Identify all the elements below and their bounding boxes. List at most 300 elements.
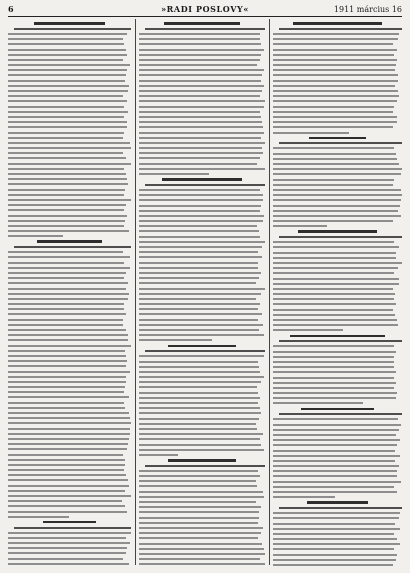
text-line [139, 392, 258, 394]
text-line [273, 491, 397, 493]
text-line [139, 126, 263, 128]
text-line [8, 293, 129, 295]
text-line [8, 558, 123, 560]
text-line [139, 480, 256, 482]
text-line [8, 511, 127, 513]
text-line [8, 469, 124, 471]
text-line [273, 314, 395, 316]
text-line [139, 517, 259, 519]
text-line [273, 147, 394, 149]
text-line [273, 486, 394, 488]
text-line [8, 433, 130, 435]
text-line [139, 152, 263, 154]
text-line [139, 386, 257, 388]
text-line [8, 168, 124, 170]
text-line [139, 54, 261, 56]
text-line [14, 527, 131, 529]
text-line [8, 339, 128, 341]
text-line [139, 412, 261, 414]
text-line [8, 272, 126, 274]
text-line [139, 69, 264, 71]
text-line [139, 454, 178, 456]
text-line [8, 485, 129, 487]
text-line [8, 412, 129, 414]
text-line [139, 366, 259, 368]
text-line [273, 528, 400, 530]
text-line [139, 381, 261, 383]
text-line [139, 111, 260, 113]
text-line [139, 215, 264, 217]
text-line [273, 543, 400, 545]
text-line [8, 386, 125, 388]
text-line [139, 132, 264, 134]
text-line [273, 429, 399, 431]
text-line [279, 142, 402, 144]
text-line [273, 90, 398, 92]
text-line [8, 189, 125, 191]
text-line [139, 501, 256, 503]
text-line [139, 199, 263, 201]
text-line [8, 422, 131, 424]
text-line [139, 236, 260, 238]
text-line [273, 257, 396, 259]
text-line [8, 43, 124, 45]
text-line [8, 183, 128, 185]
text-line [273, 283, 399, 285]
text-line [8, 505, 125, 507]
text-line [273, 168, 402, 170]
text-line [8, 552, 126, 554]
page-date: 1911 március 16 [333, 5, 402, 14]
text-line [139, 423, 256, 425]
text-line [145, 184, 265, 186]
text-line [273, 210, 398, 212]
text-line [8, 282, 128, 284]
text-line [8, 500, 122, 502]
text-line [139, 64, 257, 66]
text-line [273, 356, 394, 358]
text-line [8, 230, 129, 232]
text-line [8, 360, 127, 362]
text-line [14, 246, 131, 248]
text-line [273, 121, 397, 123]
text-line [8, 288, 126, 290]
text-line [273, 205, 400, 207]
text-line [273, 392, 397, 394]
text-line [8, 448, 127, 450]
text-line [139, 85, 264, 87]
text-line [139, 313, 262, 315]
text-line [8, 90, 128, 92]
text-line [8, 365, 126, 367]
text-line [8, 147, 131, 149]
text-line [273, 189, 401, 191]
text-line [139, 230, 259, 232]
text-line [139, 43, 261, 45]
text-line [8, 209, 124, 211]
text-line [8, 277, 124, 279]
text-line [8, 74, 126, 76]
text-line [273, 496, 335, 498]
text-line [168, 345, 236, 347]
text-line [273, 455, 400, 457]
text-line [8, 111, 128, 113]
text-line [298, 230, 377, 232]
text-line [8, 173, 126, 175]
text-line [8, 454, 123, 456]
text-line [8, 547, 127, 549]
page-number: 6 [8, 4, 14, 14]
text-line [8, 417, 130, 419]
text-line [139, 397, 260, 399]
text-line [273, 158, 397, 160]
text-line [43, 521, 96, 523]
text-line [273, 418, 398, 420]
text-line [273, 59, 397, 61]
text-line [8, 220, 125, 222]
text-line [8, 132, 124, 134]
text-line [8, 49, 126, 51]
text-line [139, 90, 262, 92]
text-line [8, 371, 130, 373]
text-line [139, 428, 257, 430]
text-line [14, 28, 131, 30]
text-line [273, 424, 401, 426]
text-line [8, 428, 130, 430]
text-line [8, 459, 125, 461]
text-line [273, 116, 397, 118]
text-line [139, 361, 258, 363]
text-line [273, 220, 393, 222]
text-line [273, 132, 349, 134]
text-line [139, 376, 264, 378]
text-line [273, 309, 393, 311]
text-line [273, 95, 399, 97]
text-line [139, 220, 263, 222]
text-line [139, 558, 260, 560]
text-line [139, 59, 260, 61]
text-line [139, 444, 261, 446]
text-line [8, 402, 124, 404]
text-line [139, 142, 265, 144]
text-line [139, 298, 256, 300]
text-line [8, 256, 130, 258]
text-line [139, 563, 265, 565]
text-line [273, 69, 395, 71]
text-line [273, 54, 394, 56]
text-line [273, 481, 401, 483]
text-line [139, 511, 259, 513]
text-line [279, 340, 402, 342]
text-line [8, 537, 126, 539]
text-line [139, 553, 265, 555]
text-line [8, 204, 126, 206]
text-line [139, 293, 261, 295]
text-line [139, 121, 262, 123]
text-line [8, 235, 63, 237]
text-line [273, 351, 396, 353]
text-line [8, 443, 128, 445]
text-line [139, 163, 257, 165]
text-line [139, 438, 260, 440]
text-line [139, 527, 263, 529]
text-line [145, 28, 265, 30]
text-line [8, 199, 131, 201]
text-line [139, 272, 261, 274]
text-line [279, 28, 402, 30]
text-line [279, 413, 402, 415]
text-line [273, 538, 397, 540]
text-column-middle [139, 19, 265, 567]
text-line [139, 308, 258, 310]
text-line [273, 434, 396, 436]
text-line [8, 381, 126, 383]
text-line [273, 397, 396, 399]
text-line [139, 543, 262, 545]
text-line [309, 137, 365, 139]
text-line [273, 465, 399, 467]
text-line [273, 33, 399, 35]
text-line [139, 282, 256, 284]
text-line [273, 554, 397, 556]
text-line [139, 449, 264, 451]
text-line [273, 43, 393, 45]
text-line [8, 178, 127, 180]
text-line [273, 377, 394, 379]
text-line [139, 256, 262, 258]
text-line [139, 194, 263, 196]
text-line [8, 479, 128, 481]
text-line [8, 542, 130, 544]
text-line [8, 251, 123, 253]
text-line [139, 173, 209, 175]
text-line [273, 329, 343, 331]
text-line [8, 116, 124, 118]
text-line [139, 189, 260, 191]
text-line [273, 402, 363, 404]
text-line [139, 537, 258, 539]
text-line [8, 495, 131, 497]
text-line [273, 512, 400, 514]
text-line [273, 371, 396, 373]
text-line [8, 532, 131, 534]
text-line [273, 215, 401, 217]
text-line [273, 49, 397, 51]
text-line [139, 496, 264, 498]
text-line [273, 559, 396, 561]
text-line [273, 564, 393, 566]
text-column-right [273, 19, 402, 567]
text-line [273, 106, 394, 108]
text-line [273, 225, 327, 227]
text-line [139, 371, 260, 373]
text-line [273, 366, 394, 368]
text-line [8, 334, 128, 336]
text-line [273, 293, 395, 295]
text-line [8, 350, 125, 352]
text-line [273, 298, 394, 300]
text-line [8, 324, 123, 326]
text-line [273, 179, 394, 181]
text-line [8, 298, 128, 300]
text-line [273, 517, 399, 519]
text-line [273, 303, 396, 305]
text-line [139, 522, 258, 524]
text-line [139, 407, 260, 409]
text-line [273, 184, 393, 186]
text-line [273, 288, 393, 290]
text-line [8, 319, 123, 321]
text-line [8, 137, 123, 139]
text-line [273, 345, 394, 347]
text-line [301, 408, 373, 410]
text-line [273, 382, 396, 384]
text-line [8, 215, 127, 217]
text-line [139, 168, 265, 170]
text-line [8, 516, 69, 518]
text-line [273, 173, 401, 175]
text-line [273, 278, 399, 280]
text-line [145, 350, 265, 352]
text-line [273, 85, 395, 87]
text-line [273, 523, 395, 525]
text-line [273, 548, 394, 550]
text-line [8, 313, 126, 315]
text-line [8, 80, 125, 82]
text-line [139, 506, 261, 508]
text-line [139, 303, 260, 305]
text-line [139, 288, 265, 290]
text-line [139, 116, 261, 118]
text-line [8, 308, 124, 310]
text-line [139, 355, 264, 357]
text-line [8, 329, 126, 331]
text-line [8, 474, 126, 476]
text-line [139, 475, 260, 477]
text-line [139, 205, 261, 207]
text-line [34, 22, 104, 24]
text-line [8, 391, 124, 393]
text-line [273, 387, 394, 389]
text-line [273, 199, 401, 201]
text-line [145, 465, 265, 467]
text-line [139, 485, 257, 487]
text-line [139, 100, 265, 102]
text-line [273, 533, 394, 535]
text-line [8, 54, 127, 56]
text-line [273, 272, 394, 274]
page-header [8, 4, 402, 15]
text-line [273, 252, 396, 254]
text-line [273, 100, 397, 102]
text-line [293, 22, 381, 24]
text-line [273, 444, 397, 446]
text-line [290, 335, 384, 337]
text-line [273, 319, 397, 321]
text-line [139, 95, 260, 97]
text-line [8, 163, 131, 165]
text-line [139, 262, 258, 264]
text-line [139, 339, 212, 341]
text-column-left [8, 19, 131, 567]
text-line [139, 246, 262, 248]
header-rule [8, 16, 402, 17]
text-line [8, 64, 130, 66]
text-line [273, 38, 398, 40]
text-line [139, 402, 258, 404]
text-line [273, 246, 399, 248]
text-line [139, 49, 264, 51]
text-line [273, 163, 399, 165]
text-line [139, 334, 264, 336]
text-line [8, 142, 130, 144]
text-line [273, 153, 396, 155]
text-line [139, 241, 265, 243]
text-line [139, 251, 258, 253]
text-line [8, 85, 129, 87]
text-line [273, 460, 395, 462]
text-line [8, 563, 129, 565]
text-line [273, 439, 400, 441]
text-line [8, 95, 123, 97]
text-line [8, 152, 123, 154]
text-line [273, 241, 394, 243]
text-line [8, 126, 127, 128]
text-line [139, 147, 262, 149]
column-rule [269, 19, 270, 565]
text-line [8, 464, 125, 466]
text-line [168, 459, 236, 461]
text-line [8, 38, 123, 40]
text-line [273, 64, 396, 66]
text-line [8, 438, 129, 440]
text-line [139, 491, 263, 493]
text-line [273, 324, 398, 326]
text-line [139, 267, 258, 269]
text-line [162, 178, 241, 180]
text-line [8, 157, 126, 159]
text-line [139, 324, 263, 326]
text-line [139, 74, 262, 76]
text-line [164, 22, 241, 24]
text-line [139, 80, 261, 82]
text-line [139, 137, 261, 139]
text-line [139, 532, 261, 534]
text-line [139, 157, 260, 159]
text-line [8, 355, 126, 357]
text-line [139, 319, 258, 321]
text-line [8, 59, 123, 61]
text-line [139, 210, 260, 212]
text-line [8, 267, 130, 269]
text-line [273, 126, 393, 128]
text-line [8, 345, 131, 347]
text-line [8, 33, 127, 35]
text-line [273, 111, 393, 113]
text-line [139, 433, 263, 435]
text-line [139, 277, 259, 279]
text-line [8, 303, 124, 305]
text-line [273, 80, 398, 82]
text-line [273, 475, 397, 477]
text-line [8, 106, 124, 108]
text-line [37, 240, 101, 242]
text-line [8, 396, 129, 398]
text-line [279, 507, 402, 509]
text-line [8, 100, 127, 102]
text-line [139, 548, 264, 550]
column-rule [135, 19, 136, 565]
